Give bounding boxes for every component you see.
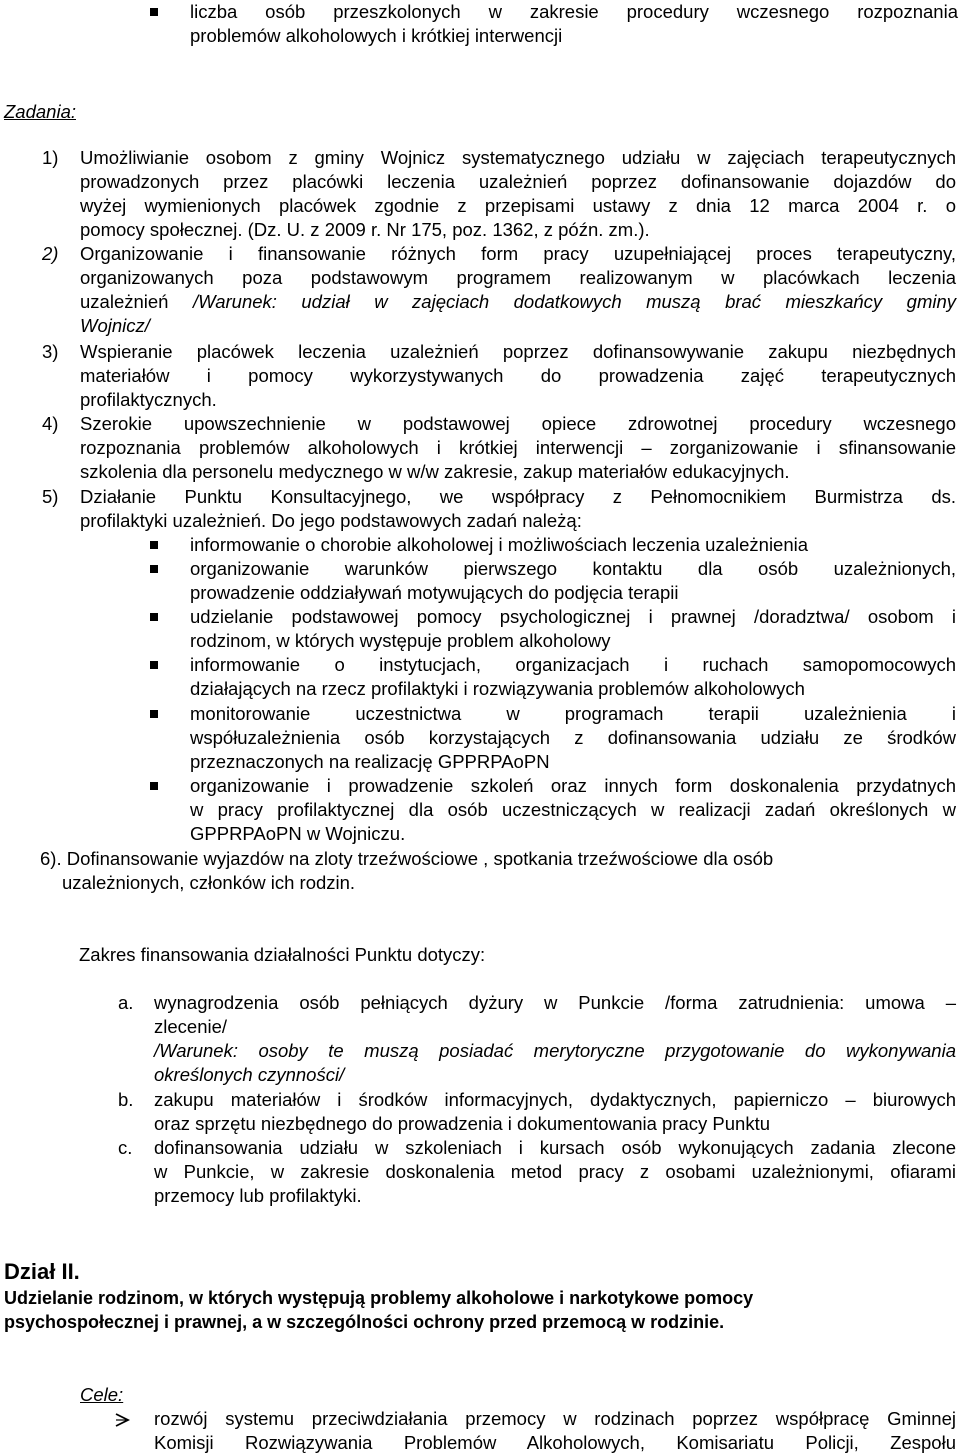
task2-line: organizowanych poza podstawowym programem realizowanym w placówkach leczenia — [80, 267, 956, 288]
task2-warunek: /Warunek: udział w zajęciach dodatkowych muszą brać mieszkańcy gminy — [192, 291, 957, 312]
zakres-a-line: zlecenie/ — [154, 1016, 228, 1037]
task3-line: Wspieranie placówek leczenia uzależnień poprzez dofinansowywanie zakupu niezbędnych — [80, 341, 956, 362]
task4-line: Szerokie upowszechnienie w podstawowej opiece zdrowotnej procedury wczesnego — [80, 413, 956, 434]
task3-line: materiałów i pomocy wykorzystywanych do prowadzenia zajęć terapeutycznych — [80, 365, 956, 386]
task3-number: 3) — [42, 341, 59, 362]
task6-line: uzależnionych, członków ich rodzin. — [62, 872, 356, 893]
task2-line: Wojnicz/ — [80, 315, 150, 336]
task5-line: profilaktyki uzależnień. Do jego podstawowych zadań należą: — [80, 510, 582, 531]
bullet-marker — [150, 565, 158, 573]
zakres-a-warunek: /Warunek: osoby te muszą posiadać merytoryczne przygotowanie do wykonywania — [154, 1040, 956, 1061]
cele-item-line: rozwój systemu przeciwdziałania przemocy w rodzinach poprzez współpracę Gminnej — [154, 1408, 956, 1429]
task5-bullet-line: rodzinom, w których występuje problem alkoholowy — [190, 630, 611, 651]
task2-line3-text: uzależnień — [80, 291, 193, 312]
bullet-marker — [150, 782, 158, 790]
task1-line: wyżej wymienionych placówek zgodnie z przepisami ustawy z dnia 12 marca 2004 r. o — [80, 195, 956, 216]
task3-line: profilaktycznych. — [80, 389, 217, 410]
task5-bullet-line: monitorowanie uczestnictwa w programach terapii uzależnienia i — [190, 703, 956, 724]
task5-bullet-line: w pracy profilaktycznej dla osób uczestniczących w realizacji zadań określonych w — [190, 799, 956, 820]
task2-number: 2) — [42, 243, 59, 264]
task4-line: rozpoznania problemów alkoholowych i krótkiej interwencji – zorganizowanie i sfinansowanie — [80, 437, 956, 458]
cele-heading: Cele: — [80, 1384, 124, 1405]
zakres-c-line: dofinansowania udziału w szkoleniach i kursach osób wykonujących zadania zlecone — [154, 1137, 956, 1158]
zakres-letter-b: b. — [118, 1089, 134, 1110]
task5-bullet-line: GPPRPAoPN w Wojniczu. — [190, 823, 406, 844]
top-item-line1: liczba osób przeszkolonych w zakresie procedury wczesnego rozpoznania — [190, 1, 958, 22]
task5-number: 5) — [42, 486, 59, 507]
task1-line: Umożliwianie osobom z gminy Wojnicz systematycznego udziału w zajęciach terapeutycznych — [80, 147, 956, 168]
task5-bullet-line: organizowanie i prowadzenie szkoleń oraz innych form doskonalenia przydatnych — [190, 775, 956, 796]
bullet-marker — [150, 8, 158, 16]
bullet-marker — [150, 710, 158, 718]
zakres-b-line: oraz sprzętu niezbędnego do prowadzenia i dokumentowania pracy Punktu — [154, 1113, 771, 1134]
task5-bullet-line: prowadzenie oddziaływań motywujących do podjęcia terapii — [190, 582, 679, 603]
zakres-a-warunek: określonych czynności/ — [154, 1064, 345, 1085]
zakres-c-line: przemocy lub profilaktyki. — [154, 1185, 362, 1206]
task4-line: szkolenia dla personelu medycznego w w/w zakresie, zakup materiałów edukacyjnych. — [80, 461, 790, 482]
zakres-letter-a: a. — [118, 992, 134, 1013]
task5-bullet-line: współuzależnienia osób korzystających z dofinansowania udziału ze środków — [190, 727, 956, 748]
task1-line: pomocy społecznej. (Dz. U. z 2009 r. Nr 175, poz. 1362, z późn. zm.). — [80, 219, 650, 240]
task5-bullet-line: działających na rzecz profilaktyki i rozwiązywania problemów alkoholowych — [190, 678, 805, 699]
task5-bullet-line: informowanie o instytucjach, organizacjach i ruchach samopomocowych — [190, 654, 956, 675]
top-item-line2: problemów alkoholowych i krótkiej interwencji — [190, 25, 563, 46]
bullet-marker — [150, 661, 158, 669]
zadania-heading: Zadania: — [4, 101, 76, 122]
bullet-marker — [150, 541, 158, 549]
task6-line: 6). Dofinansowanie wyjazdów na zloty trzeźwościowe , spotkania trzeźwościowe dla osób — [40, 848, 774, 869]
cele-item-line: Komisji Rozwiązywania Problemów Alkoholowych, Komisariatu Policji, Zespołu — [154, 1432, 956, 1453]
task4-number: 4) — [42, 413, 59, 434]
task5-line: Działanie Punktu Konsultacyjnego, we współpracy z Pełnomocnikiem Burmistrza ds. — [80, 486, 956, 507]
task1-line: prowadzonych przez placówki leczenia uzależnień poprzez dofinansowanie dojazdów do — [80, 171, 956, 192]
arrow-bullet-icon — [114, 1407, 132, 1431]
task1-number: 1) — [42, 147, 59, 168]
dzial-subtitle-line: Udzielanie rodzinom, w których występują problemy alkoholowe i narkotykowe pomocy — [4, 1288, 754, 1308]
zakres-c-line: w Punkcie, w zakresie doskonalenia metod pracy z osobami uzależnionymi, ofiarami — [154, 1161, 956, 1182]
dzial-heading: Dział II. — [4, 1259, 80, 1284]
zakres-b-line: zakupu materiałów i środków informacyjnych, dydaktycznych, papierniczo – biurowych — [154, 1089, 956, 1110]
task2-line — [80, 290, 956, 314]
zakres-heading: Zakres finansowania działalności Punktu dotyczy: — [79, 944, 486, 965]
task5-bullet-line: informowanie o chorobie alkoholowej i możliwościach leczenia uzależnienia — [190, 534, 809, 555]
task5-bullet-line: organizowanie warunków pierwszego kontaktu dla osób uzależnionych, — [190, 558, 956, 579]
dzial-subtitle-line: psychospołecznej i prawnej, a w szczególności ochrony przed przemocą w rodzinie. — [4, 1312, 725, 1332]
task5-bullet-line: udzielanie podstawowej pomocy psychologicznej i prawnej /doradztwa/ osobom i — [190, 606, 956, 627]
task5-bullet-line: przeznaczonych na realizację GPPRPAoPN — [190, 751, 550, 772]
zakres-letter-c: c. — [118, 1137, 133, 1158]
bullet-marker — [150, 613, 158, 621]
task2-line: Organizowanie i finansowanie różnych form pracy uzupełniającej proces terapeutyczny, — [80, 243, 956, 264]
zakres-a-line: wynagrodzenia osób pełniących dyżury w Punkcie /forma zatrudnienia: umowa – — [154, 992, 956, 1013]
